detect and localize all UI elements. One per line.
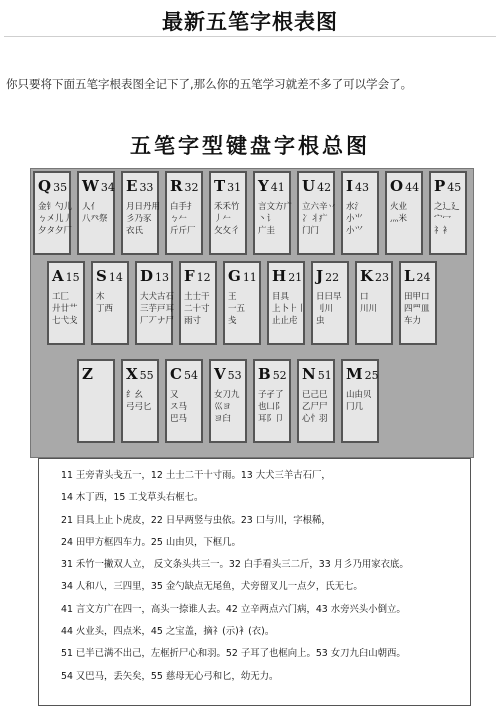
radical-line: 之辶廴 [434, 202, 460, 212]
code-line: 44 火业头，四点米，45 之宝盖，摘礻(示)衤(衣)。 [61, 626, 275, 638]
key-c [165, 359, 203, 443]
key-code: 12 [196, 271, 211, 284]
key-header [126, 364, 154, 383]
key-header [316, 266, 339, 285]
keyboard-diagram [30, 168, 474, 458]
radical-line: 雨寸 [184, 316, 202, 326]
key-letter: I [346, 177, 354, 195]
radical-line: 小⺍ [346, 226, 364, 236]
key-header [126, 176, 153, 195]
radical-line: 乙尸尸 [302, 402, 328, 412]
key-radicals [258, 201, 293, 237]
key-header [258, 364, 287, 383]
key-radicals [126, 201, 161, 237]
key-b [253, 359, 291, 443]
key-u [297, 171, 335, 255]
key-letter: U [302, 177, 316, 195]
radical-line: 广圭 [258, 226, 276, 236]
code-line: 54 又巴马，丢矢矣，55 慈母无心弓和匕，幼无力。 [61, 670, 279, 682]
radical-line: 人亻 [82, 202, 100, 212]
key-header [390, 176, 419, 195]
key-letter: X [126, 365, 138, 383]
key-code: 45 [447, 181, 462, 194]
key-header [228, 266, 257, 285]
key-z [77, 359, 115, 443]
key-code: 21 [288, 271, 303, 284]
radical-line: 立六辛丷 [302, 202, 337, 212]
key-radicals [258, 389, 287, 425]
key-code: 14 [108, 271, 123, 284]
key-header [170, 176, 198, 195]
key-radicals [52, 291, 81, 327]
radical-line: 火业 [390, 202, 408, 212]
key-header [360, 266, 389, 285]
radical-line: 川川 [360, 304, 378, 314]
key-radicals [214, 201, 243, 237]
title-divider [4, 36, 496, 37]
radical-line: 日曰早 [316, 292, 342, 302]
radical-line: 小⺌ [346, 214, 364, 224]
key-letter: L [404, 267, 415, 285]
key-header [302, 364, 332, 383]
key-header [346, 176, 369, 195]
radical-line: 冂几 [346, 402, 364, 412]
chart-title: 五笔字型键盘字根总图 [130, 133, 370, 158]
key-header [140, 266, 169, 285]
key-a [47, 261, 85, 345]
key-radicals [404, 291, 433, 327]
key-h [267, 261, 305, 345]
key-t [209, 171, 247, 255]
radical-line: 女刀九 [214, 390, 240, 400]
radical-line: 戋 [228, 316, 237, 326]
code-line: 14 木丁西，15 工戈草头右框七。 [61, 492, 204, 504]
key-letter: D [140, 267, 154, 285]
key-radicals [126, 389, 155, 413]
radical-line: 口 [360, 292, 369, 302]
radical-line: ㄅ㐅儿丿 [38, 214, 73, 224]
key-header [214, 176, 241, 195]
key-i [341, 171, 379, 255]
radical-line: 廾廿艹 [52, 304, 78, 314]
key-header [404, 266, 431, 285]
key-x [121, 359, 159, 443]
radical-line: 木 [96, 292, 105, 302]
code-line: 51 已半已满不出己，左框折尸心和羽。52 子耳了也框向上。53 女刀九臼山朝西。 [61, 648, 406, 660]
radical-line: 刂川 [316, 304, 334, 314]
radical-line: 一五 [228, 304, 246, 314]
key-radicals [170, 389, 199, 425]
key-code: 51 [317, 369, 332, 382]
key-header [184, 266, 211, 285]
radical-line: 上卜⺊丨 [272, 304, 307, 314]
radical-line: 丁西 [96, 304, 114, 314]
code-line: 21 目具上止卜虎皮，22 日早两竖与虫依。23 口与川，字根稀， [61, 514, 331, 526]
key-code: 43 [355, 181, 370, 194]
key-letter: R [170, 177, 183, 195]
key-r [165, 171, 203, 255]
key-g [223, 261, 261, 345]
key-n [297, 359, 335, 443]
key-header [302, 176, 331, 195]
radical-line: 目具 [272, 292, 290, 302]
key-header [96, 266, 123, 285]
key-code: 22 [325, 271, 340, 284]
key-letter: S [96, 267, 107, 285]
key-letter: F [184, 267, 195, 285]
radical-line: 心忄羽 [302, 414, 328, 424]
radical-line: ヨ臼 [214, 414, 232, 424]
key-code: 35 [53, 181, 68, 194]
key-header [82, 364, 95, 383]
radical-line: 王 [228, 292, 237, 302]
key-header [346, 364, 379, 383]
radical-line: 水氵 [346, 202, 364, 212]
radical-line: 言文方广 [258, 202, 293, 212]
key-letter: A [52, 267, 64, 285]
key-letter: G [228, 267, 241, 285]
radical-line: 斤斤厂 [170, 226, 196, 236]
key-k [355, 261, 393, 345]
key-code: 44 [405, 181, 420, 194]
key-letter: Q [38, 177, 52, 195]
radical-line: 三芋戸耳 [140, 304, 175, 314]
radical-line: 月日丹用 [126, 202, 161, 212]
key-letter: N [302, 365, 316, 383]
key-code: 53 [227, 369, 242, 382]
radical-line: 纟幺 [126, 390, 144, 400]
key-letter: Y [258, 177, 269, 195]
key-code: 23 [375, 271, 390, 284]
key-o [385, 171, 423, 255]
radical-line: 弓弓匕 [126, 402, 152, 412]
radical-line: 又 [170, 390, 179, 400]
radical-line: 门门 [302, 226, 320, 236]
radical-line: 土士干 [184, 292, 210, 302]
radical-line: 彡乃豕 [126, 214, 152, 224]
key-letter: P [434, 177, 446, 195]
radical-line: 厂丆ナ尸 [140, 316, 175, 326]
radical-line: 四罒皿 [404, 304, 430, 314]
radical-line: 衣氏 [126, 226, 144, 236]
radical-line: 金钅勺儿 [38, 202, 73, 212]
key-y [253, 171, 291, 255]
key-q [33, 171, 71, 255]
code-line: 11 王旁青头戋五一，12 土士二干十寸雨。13 大犬三羊古石厂， [61, 470, 331, 481]
radical-line: 巴马 [170, 414, 188, 424]
radical-line: 山由贝 [346, 390, 372, 400]
key-letter: E [126, 177, 138, 195]
code-line: 24 田甲方框四车力。25 山由贝，下框几。 [61, 536, 241, 548]
key-w [77, 171, 115, 255]
radical-line: 丿𠂉 [214, 214, 232, 224]
key-radicals [346, 389, 375, 413]
key-s [91, 261, 129, 345]
radical-line: 礻衤 [434, 226, 452, 236]
key-radicals [272, 291, 307, 327]
key-j [311, 261, 349, 345]
key-code: 25 [364, 369, 379, 382]
key-letter: B [258, 365, 271, 383]
key-letter: H [272, 267, 287, 285]
key-radicals [228, 291, 257, 327]
key-code: 34 [100, 181, 115, 194]
radical-line: 灬米 [390, 214, 408, 224]
key-radicals [302, 389, 331, 425]
key-radicals [390, 201, 419, 225]
intro-text: 你只要将下面五笔字根表图全记下了,那么你的五笔学习就差不多了可以学会了。 [6, 77, 413, 91]
radical-line: 丶讠 [258, 214, 276, 224]
radical-line: 白手扌 [170, 202, 196, 212]
key-l [399, 261, 437, 345]
radical-line: 宀冖 [434, 214, 452, 224]
radical-line: 夕タ夕厂 [38, 226, 73, 236]
key-header [214, 364, 242, 383]
code-line: 41 言文方广在四一，高头一捺谁人去。42 立辛两点六门病，43 水旁兴头小倒立。 [61, 603, 406, 615]
radical-line: 巛ヨ [214, 402, 232, 412]
key-header [170, 364, 198, 383]
radical-line: 止止虍 [272, 316, 298, 326]
radical-line: 虫 [316, 316, 325, 326]
key-header [52, 266, 80, 285]
radical-line: 已己巳 [302, 390, 328, 400]
key-f [179, 261, 217, 345]
radical-line: 冫丬疒 [302, 214, 328, 224]
key-code: 55 [139, 369, 154, 382]
key-header [82, 176, 115, 195]
key-p [429, 171, 467, 255]
key-code: 32 [184, 181, 199, 194]
key-code: 11 [242, 271, 257, 284]
key-code: 52 [272, 369, 287, 382]
key-code: 41 [270, 181, 285, 194]
key-d [135, 261, 173, 345]
radical-line: 攵攵彳 [214, 226, 240, 236]
key-radicals [38, 201, 73, 237]
key-code: 24 [416, 271, 431, 284]
key-radicals [346, 201, 375, 237]
key-radicals [434, 201, 463, 237]
key-radicals [82, 201, 111, 225]
key-code: 33 [139, 181, 154, 194]
key-radicals [184, 291, 213, 327]
key-radicals [96, 291, 125, 315]
radical-line: ㄅ𠂉 [170, 214, 188, 224]
radical-line: 耳阝卩 [258, 414, 284, 424]
key-radicals [316, 291, 345, 327]
radical-line: 二十寸 [184, 304, 210, 314]
key-letter: W [82, 177, 99, 195]
radical-line: 也凵阝 [258, 402, 284, 412]
key-header [258, 176, 285, 195]
radical-line: 田甲口 [404, 292, 430, 302]
radical-line: ス马 [170, 402, 188, 412]
code-line: 31 禾竹一撇双人立， 反文条头共三一。32 白手看头三二斤，33 月彡乃用家衣底。 [61, 559, 409, 571]
radical-line: 大犬古石 [140, 292, 175, 302]
key-letter: Z [82, 365, 93, 383]
key-letter: J [316, 267, 324, 285]
key-letter: O [390, 177, 404, 195]
key-header [272, 266, 302, 285]
key-radicals [170, 201, 199, 237]
key-letter: V [214, 365, 226, 383]
key-code: 54 [183, 369, 198, 382]
key-code: 13 [155, 271, 170, 284]
key-letter: M [346, 365, 363, 383]
radical-line: 车力 [404, 316, 422, 326]
key-radicals [140, 291, 175, 327]
key-e [121, 171, 159, 255]
radical-line: 八癶祭 [82, 214, 108, 224]
key-radicals [360, 291, 389, 315]
key-radicals [214, 389, 243, 425]
key-header [38, 176, 67, 195]
key-letter: K [360, 267, 374, 285]
radical-line: 禾禾竹 [214, 202, 240, 212]
key-code: 42 [317, 181, 332, 194]
key-code: 31 [227, 181, 242, 194]
key-header [434, 176, 461, 195]
code-line: 34 人和八，三四里，35 金勺缺点无尾鱼，犬旁留叉儿一点夕，氏无七。 [61, 581, 363, 593]
radical-line: 工匚 [52, 292, 70, 302]
key-m [341, 359, 379, 443]
radical-line: 子孑了 [258, 390, 284, 400]
key-v [209, 359, 247, 443]
key-letter: T [214, 177, 226, 195]
page-title: 最新五笔字根表图 [162, 10, 338, 34]
code-mnemonic-box [38, 458, 471, 706]
radical-line: 七弋戈 [52, 316, 78, 326]
key-radicals [302, 201, 337, 237]
key-letter: C [170, 365, 182, 383]
key-code: 15 [65, 271, 80, 284]
